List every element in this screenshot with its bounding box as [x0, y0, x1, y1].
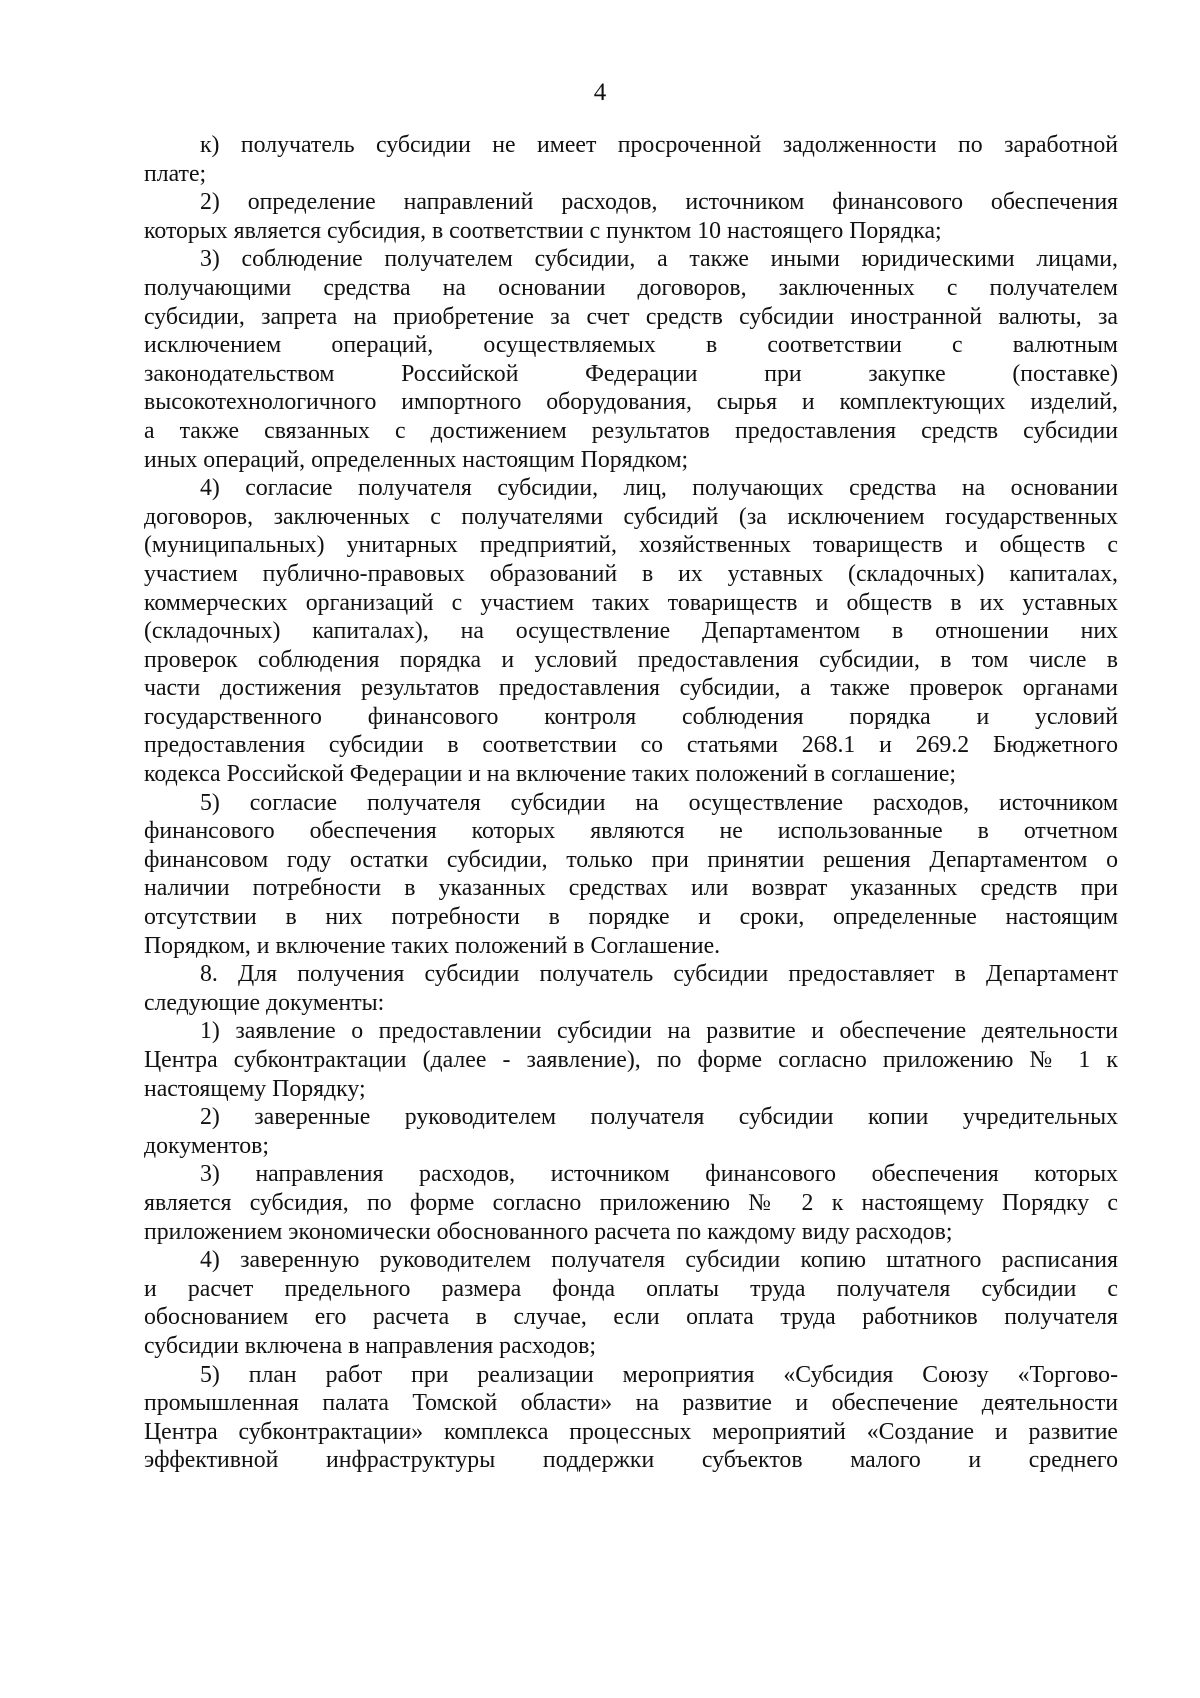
text-line: (муниципальных) унитарных предприятий, хозяйственных товариществ и обществ с	[144, 532, 1118, 559]
paragraph	[144, 1246, 1118, 1360]
text-line: получающими средства на основании договоров, заключенных с получателем	[144, 274, 1118, 301]
text-line: и расчет предельного размера фонда оплаты труда получателя субсидии с	[144, 1275, 1118, 1302]
text-line: 2) заверенные руководителем получателя субсидии копии учредительных	[200, 1104, 1118, 1131]
text-line: а также связанных с достижением результатов предоставления средств субсидии	[144, 417, 1118, 444]
text-line: эффективной инфраструктуры поддержки субъектов малого и среднего	[144, 1447, 1118, 1474]
paragraph	[144, 789, 1118, 961]
text-line: к) получатель субсидии не имеет просроченной задолженности по заработной	[200, 132, 1118, 158]
text-line: договоров, заключенных с получателями субсидий (за исключением государственных	[144, 503, 1118, 530]
text-line: иных операций, определенных настоящим Порядком;	[144, 446, 689, 473]
text-line: коммерческих организаций с участием таких товариществ и обществ в их уставных	[144, 589, 1118, 616]
text-line: 2) определение направлений расходов, источником финансового обеспечения	[200, 189, 1118, 216]
text-line: законодательством Российской Федерации при закупке (поставке)	[144, 360, 1118, 387]
paragraph	[144, 1017, 1118, 1103]
paragraph	[144, 960, 1118, 1017]
text-line: следующие документы:	[144, 989, 385, 1016]
text-line: Центра субконтрактации» комплекса процессных мероприятий «Создание и развитие	[144, 1418, 1118, 1445]
text-line: 3) соблюдение получателем субсидии, а также иными юридическими лицами,	[200, 246, 1118, 273]
text-line: 5) план работ при реализации мероприятия «Субсидия Союзу «Торгово-	[200, 1361, 1118, 1388]
text-line: 1) заявление о предоставлении субсидии на развитие и обеспечение деятельности	[200, 1018, 1118, 1045]
text-line: Центра субконтрактации (далее - заявление), по форме согласно приложению № 1 к	[144, 1047, 1118, 1073]
text-line: является субсидия, по форме согласно приложению № 2 к настоящему Порядку с	[144, 1189, 1118, 1216]
text-line: приложением экономически обоснованного расчета по каждому виду расходов;	[144, 1218, 953, 1245]
text-line: документов;	[144, 1132, 270, 1159]
document-body	[144, 131, 1118, 1475]
text-line: государственного финансового контроля соблюдения порядка и условий	[144, 703, 1118, 730]
paragraph	[144, 188, 1118, 245]
text-line: высокотехнологичного импортного оборудования, сырья и комплектующих изделий,	[144, 389, 1118, 416]
text-line: промышленная палата Томской области» на развитие и обеспечение деятельности	[144, 1390, 1118, 1417]
text-line: 4) согласие получателя субсидии, лиц, получающих средства на основании	[200, 475, 1118, 502]
text-line: проверок соблюдения порядка и условий предоставления субсидии, в том числе в	[144, 646, 1118, 673]
text-line: (складочных) капиталах), на осуществление Департаментом в отношении них	[144, 618, 1118, 645]
text-line: наличии потребности в указанных средствах или возврат указанных средств при	[144, 875, 1118, 902]
paragraph	[144, 1361, 1118, 1475]
paragraph	[144, 245, 1118, 474]
text-line: кодекса Российской Федерации и на включение таких положений в соглашение;	[144, 761, 957, 788]
page-number: 4	[593, 79, 607, 106]
paragraph	[144, 1160, 1118, 1246]
text-line: Порядком, и включение таких положений в Соглашение.	[144, 932, 721, 959]
text-line: исключением операций, осуществляемых в соответствии с валютным	[144, 332, 1118, 359]
text-line: субсидии включена в направления расходов;	[144, 1332, 596, 1359]
text-line: 5) согласие получателя субсидии на осуществление расходов, источником	[200, 789, 1118, 816]
text-line: части достижения результатов предоставления субсидии, а также проверок органами	[144, 675, 1118, 702]
text-line: 3) направления расходов, источником финансового обеспечения которых	[200, 1161, 1118, 1188]
text-line: субсидии, запрета на приобретение за счет средств субсидии иностранной валюты, за	[144, 303, 1118, 330]
paragraph	[144, 1103, 1118, 1160]
text-line: плате;	[144, 160, 207, 187]
text-line: 8. Для получения субсидии получатель субсидии предоставляет в Департамент	[200, 961, 1118, 988]
text-line: которых является субсидия, в соответствии с пунктом 10 настоящего Порядка;	[144, 217, 942, 244]
paragraph	[144, 474, 1118, 789]
text-line: обоснованием его расчета в случае, если оплата труда работников получателя	[144, 1304, 1118, 1331]
text-line: 4) заверенную руководителем получателя субсидии копию штатного расписания	[200, 1247, 1118, 1274]
text-line: настоящему Порядку;	[144, 1075, 366, 1102]
text-line: финансовом году остатки субсидии, только при принятии решения Департаментом о	[144, 846, 1118, 873]
text-line: предоставления субсидии в соответствии со статьями 268.1 и 269.2 Бюджетного	[144, 732, 1118, 759]
paragraph	[144, 131, 1118, 188]
text-line: отсутствии в них потребности в порядке и сроки, определенные настоящим	[144, 904, 1118, 931]
text-line: участием публично-правовых образований в их уставных (складочных) капиталах,	[144, 560, 1118, 587]
text-line: финансового обеспечения которых являются не использованные в отчетном	[144, 818, 1118, 845]
